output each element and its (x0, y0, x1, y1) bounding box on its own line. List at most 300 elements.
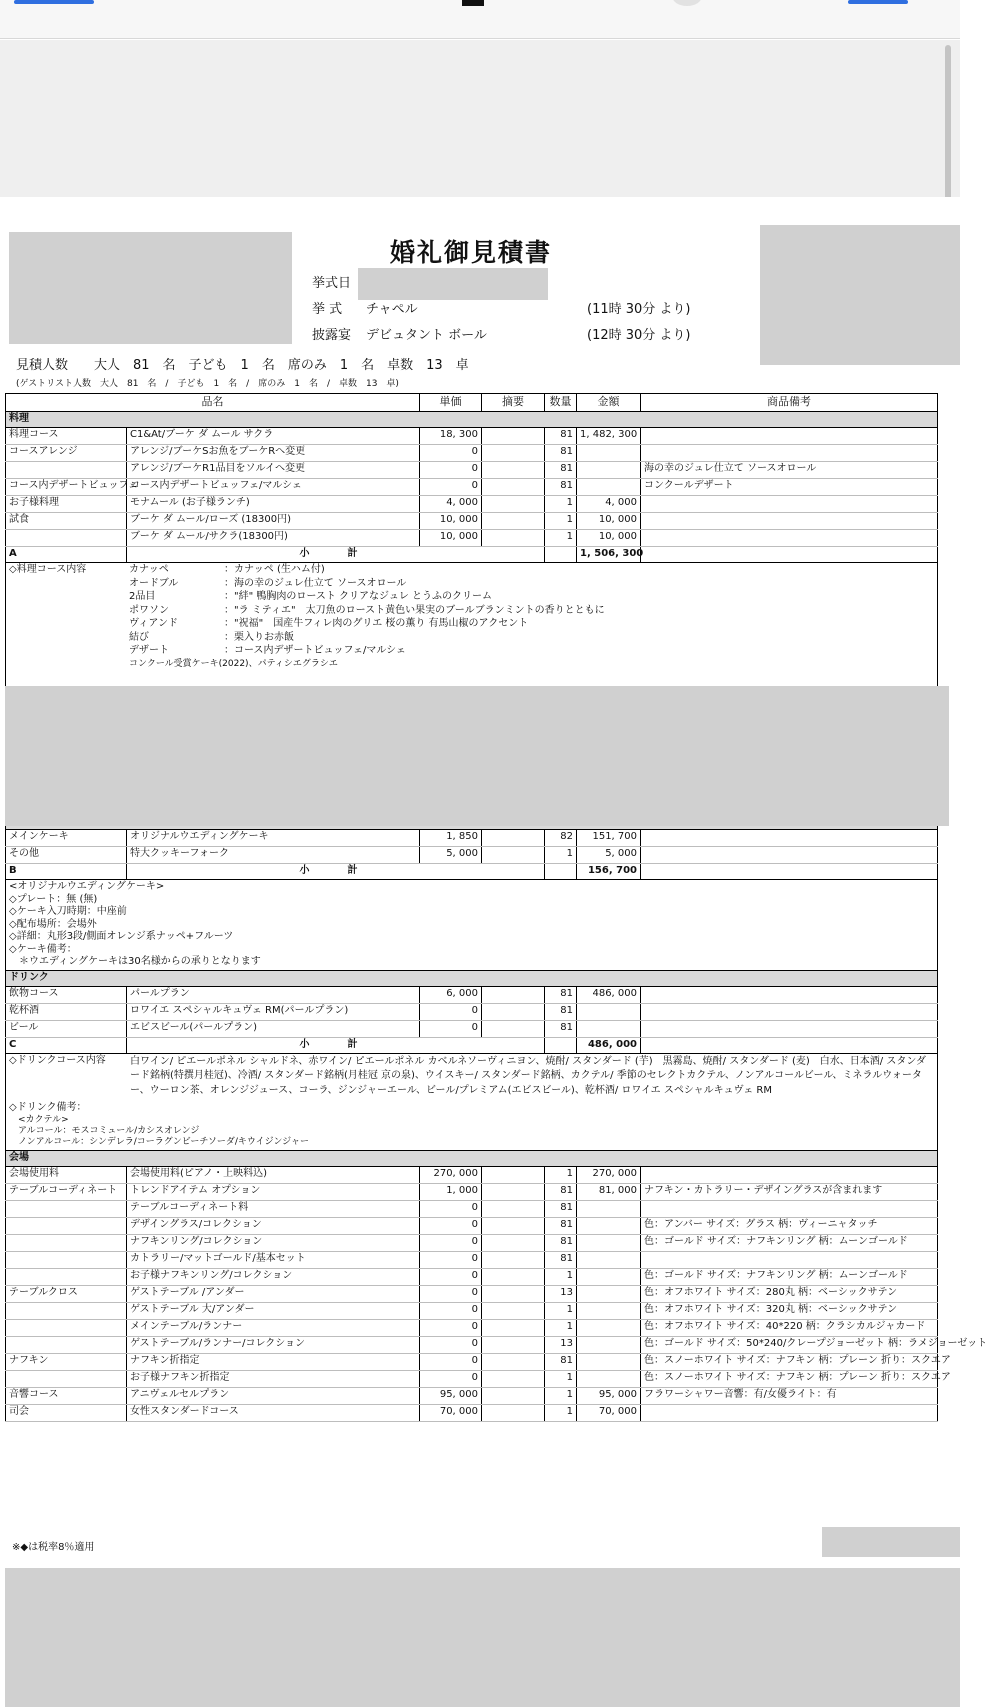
row-note (641, 1003, 938, 1020)
viewer-gray-area (0, 40, 960, 197)
drink-contents-label: ◇ドリンクコース内容 (9, 1054, 106, 1066)
row-category (6, 1251, 127, 1268)
row-unit-price: 0 (420, 445, 482, 462)
ceremony-label: 挙 式 (312, 302, 343, 317)
subtotal-amount: 486, 000 (577, 1037, 641, 1053)
row-item: トレンドアイテム オプション (127, 1183, 420, 1200)
row-quantity: 81 (545, 986, 577, 1003)
section-title: 会場 (6, 1150, 938, 1166)
course-item-desc: ："絆" 鴨胸肉のロースト クリアなジュレ とうふのクリーム (224, 591, 493, 602)
row-category: コース内デザートビュッフェ (6, 479, 127, 496)
row-amount: 95, 000 (577, 1387, 641, 1404)
row-unit-price: 0 (420, 1353, 482, 1370)
table-row (6, 1003, 938, 1020)
row-unit-price: 10, 000 (420, 513, 482, 530)
guestlist-line: (ゲストリスト人数 大人 81 名 / 子ども 1 名 / 席のみ 1 名 / 卓数 13 卓) (16, 379, 399, 389)
table-row (6, 530, 938, 547)
row-item: C1&At/ブーケ ダ ムール サクラ (127, 428, 420, 445)
row-quantity: 1 (545, 1370, 577, 1387)
row-category (6, 1336, 127, 1353)
row-amount (577, 1020, 641, 1037)
row-quantity: 81 (545, 1003, 577, 1020)
row-category (6, 1319, 127, 1336)
row-summary (482, 513, 545, 530)
row-note (641, 1251, 938, 1268)
row-category (6, 1217, 127, 1234)
row-summary (482, 847, 545, 864)
row-summary (482, 445, 545, 462)
row-item: カトラリー/マットゴールド/基本セット (127, 1251, 420, 1268)
row-summary (482, 1166, 545, 1183)
course-contents-label: ◇料理コース内容 (9, 564, 87, 575)
course-contents (9, 564, 934, 670)
row-summary (482, 1353, 545, 1370)
row-amount (577, 1003, 641, 1020)
drink-memo-line: ノンアルコール：シンデレラ/コーラグンビーチソーダ/キウイジンジャー (9, 1137, 309, 1148)
ceremony-time: (11時 30分 より) (587, 302, 691, 317)
row-summary (482, 462, 545, 479)
back-button[interactable] (14, 0, 94, 4)
row-note: コンクールデザート (641, 479, 938, 496)
row-unit-price: 10, 000 (420, 530, 482, 547)
redacted-area (5, 686, 949, 826)
table-row (6, 1234, 938, 1251)
row-unit-price: 1, 850 (420, 830, 482, 847)
reception-time: (12時 30分 より) (587, 328, 691, 343)
row-quantity: 1 (545, 1404, 577, 1421)
section-header (6, 1150, 938, 1166)
row-quantity: 13 (545, 1336, 577, 1353)
col-note: 商品備考 (641, 394, 938, 412)
table-row (6, 1217, 938, 1234)
table-row (6, 513, 938, 530)
row-category: ビール (6, 1020, 127, 1037)
row-amount (577, 1353, 641, 1370)
drink-contents (9, 1055, 934, 1099)
row-item: ナフキンリング/コレクション (127, 1234, 420, 1251)
row-category: テーブルクロス (6, 1285, 127, 1302)
subtotal-code: C (6, 1037, 127, 1053)
table-row (6, 1183, 938, 1200)
row-note: 色：オフホワイト サイズ：320丸 柄：ベーシックサテン (641, 1302, 938, 1319)
row-amount (577, 1217, 641, 1234)
row-item: コース内デザートビュッフェ/マルシェ (127, 479, 420, 496)
course-item-name: 結び (129, 631, 149, 643)
drink-contents-row (6, 1053, 938, 1150)
course-item-name: 2品目 (129, 591, 156, 602)
row-amount: 81, 000 (577, 1183, 641, 1200)
row-category (6, 1302, 127, 1319)
row-quantity: 1 (545, 1319, 577, 1336)
row-category: その他 (6, 847, 127, 864)
row-summary (482, 1387, 545, 1404)
row-item: 女性スタンダードコース (127, 1404, 420, 1421)
row-item: テーブルコーディネート料 (127, 1200, 420, 1217)
row-note (641, 847, 938, 864)
row-unit-price: 70, 000 (420, 1404, 482, 1421)
table-row (6, 445, 938, 462)
cake-note: <オリジナルウエディングケーキ> (9, 881, 165, 893)
row-amount (577, 1370, 641, 1387)
section-title: 料理 (6, 412, 938, 428)
row-note (641, 445, 938, 462)
cake-notes-row (6, 880, 938, 971)
row-amount: 270, 000 (577, 1166, 641, 1183)
row-unit-price: 6, 000 (420, 986, 482, 1003)
row-note: 色：アンバー サイズ：グラス 柄：ヴィーニャタッチ (641, 1217, 938, 1234)
cake-note: ◇プレート：無 (無) (9, 893, 98, 905)
row-note: ナフキン・カトラリー・デザイングラスが含まれます (641, 1183, 938, 1200)
row-summary (482, 1020, 545, 1037)
subtotal-qty (545, 864, 577, 880)
cake-note: ◇詳細：丸形3段/側面オレンジ系ナッペ+フルーツ (9, 931, 234, 943)
course-item-name: カナッペ (129, 564, 169, 575)
row-item: デザイングラス/コレクション (127, 1217, 420, 1234)
row-category: ナフキン (6, 1353, 127, 1370)
row-note: 色：スノーホワイト サイズ：ナフキン 柄：プレーン 折り：スクエア (641, 1370, 938, 1387)
row-unit-price: 0 (420, 1336, 482, 1353)
row-unit-price: 0 (420, 1285, 482, 1302)
course-item-name: オードブル (129, 577, 179, 589)
cake-note: ◇配布場所：会場外 (9, 918, 97, 930)
row-amount (577, 1285, 641, 1302)
row-quantity: 1 (545, 513, 577, 530)
row-summary (482, 1268, 545, 1285)
row-quantity: 81 (545, 1183, 577, 1200)
ceremony-date-label: 挙式日 (312, 276, 352, 291)
redacted-area (822, 1527, 960, 1557)
course-item-desc: ："ラ ミティエ" 太刀魚のロースト黄色い果実のブールブランミントの香りとともに (224, 604, 605, 616)
cake-note: ＊ウエディングケーキは30名様からの承りとなります (9, 956, 261, 968)
row-amount (577, 462, 641, 479)
table-row (6, 496, 938, 513)
row-note (641, 986, 938, 1003)
row-item: ロワイエ スペシャルキュヴェ RM(パールプラン) (127, 1003, 420, 1020)
drink-memo-line: <カクテル> (9, 1114, 69, 1125)
subtotal-label: 小 計 (127, 547, 545, 563)
row-note (641, 530, 938, 547)
row-quantity: 81 (545, 1217, 577, 1234)
row-quantity: 81 (545, 1251, 577, 1268)
course-extra: コンクール受賞ケーキ(2022)、パティシエグラシエ (129, 658, 338, 669)
row-note (641, 1020, 938, 1037)
row-amount: 10, 000 (577, 513, 641, 530)
row-unit-price: 0 (420, 1251, 482, 1268)
row-category: 料理コース (6, 428, 127, 445)
row-unit-price: 0 (420, 1020, 482, 1037)
cake-note: ◇ケーキ入刀時期：中座前 (9, 906, 127, 918)
row-amount (577, 1234, 641, 1251)
row-item: アレンジ/ブーケSお魚をブーケRへ変更 (127, 445, 420, 462)
table-row (6, 1302, 938, 1319)
row-amount (577, 1251, 641, 1268)
row-category: 音響コース (6, 1387, 127, 1404)
table-row (6, 1020, 938, 1037)
estimate-table (5, 393, 987, 1422)
row-amount: 151, 700 (577, 830, 641, 847)
row-note (641, 830, 938, 847)
browser-top-bar (0, 0, 960, 39)
row-quantity: 82 (545, 830, 577, 847)
row-amount (577, 479, 641, 496)
table-row (6, 1200, 938, 1217)
table-row (6, 479, 938, 496)
table-row (6, 986, 938, 1003)
course-item-name: ヴィアンド (129, 618, 178, 629)
table-row (6, 1336, 938, 1353)
row-quantity: 81 (545, 1020, 577, 1037)
row-unit-price: 270, 000 (420, 1166, 482, 1183)
headcount-line: 見積人数 大人 81 名 子ども 1 名 席のみ 1 名 卓数 13 卓 (16, 358, 469, 373)
row-summary (482, 496, 545, 513)
course-item-desc: ：栗入りお赤飯 (224, 631, 294, 643)
row-note: フラワーシャワー音響：有/女優ライト：有 (641, 1387, 938, 1404)
row-item: お子様ナフキン折指定 (127, 1370, 420, 1387)
row-summary (482, 479, 545, 496)
row-amount (577, 445, 641, 462)
row-summary (482, 830, 545, 847)
row-category: メインケーキ (6, 830, 127, 847)
drink-contents-text: 白ワイン/ ピエールポネル シャルドネ、赤ワイン/ ピエールポネル カベルネソーヴィニヨン、焼酎/ スタンダード (芋) 黒霧島、焼酎/ スタンダード (麦) 白水、日本酒/ スタンダード銘柄(特撰月桂冠)、冷酒/ スタンダード銘柄(月桂冠 京の泉)、ウイスキー/ スタンダード銘柄、カクテル/ 季節のセレクトカクテル、ノンアルコールビール、ミネラルウォーター、ウーロン茶、オレンジジュース、コーラ、ジンジャーエール、ビール/プレミアム(エビスビール)、乾杯酒/ ロワイエ スペシャルキュヴェ RM (130, 1055, 926, 1096)
course-item-desc: ："祝福" 国産牛フィレ肉のグリエ 桜の薫り 有馬山椒のアクセント (224, 618, 529, 629)
table-row (6, 1319, 938, 1336)
row-category (6, 530, 127, 547)
row-note: 色：ゴールド サイズ：ナフキンリング 柄：ムーンゴールド (641, 1268, 938, 1285)
document-title: 婚礼御見積書 (390, 238, 553, 267)
row-quantity: 1 (545, 847, 577, 864)
row-category: コースアレンジ (6, 445, 127, 462)
course-item-name: デザート (129, 645, 169, 656)
row-quantity: 1 (545, 530, 577, 547)
subtotal-code: A (6, 547, 127, 563)
ceremony-value: チャペル (366, 302, 418, 317)
table-row (6, 1353, 938, 1370)
row-category: 会場使用料 (6, 1166, 127, 1183)
row-summary (482, 1302, 545, 1319)
row-unit-price: 18, 300 (420, 428, 482, 445)
row-category (6, 1234, 127, 1251)
row-summary (482, 1200, 545, 1217)
table-row (6, 1251, 938, 1268)
subtotal-row (6, 1037, 938, 1053)
row-category (6, 1200, 127, 1217)
row-summary (482, 1183, 545, 1200)
row-summary (482, 1251, 545, 1268)
col-amount: 金額 (577, 394, 641, 412)
subtotal-amount: 1, 506, 300 (577, 547, 641, 563)
row-item: ゲストテーブル /アンダー (127, 1285, 420, 1302)
row-item: オリジナルウエディングケーキ (127, 830, 420, 847)
subtotal-label: 小 計 (127, 864, 545, 880)
row-item: メインテーブル/ランナー (127, 1319, 420, 1336)
row-unit-price: 0 (420, 1302, 482, 1319)
table-row (6, 1370, 938, 1387)
subtotal-qty (545, 547, 577, 563)
account-avatar[interactable] (672, 0, 702, 6)
row-note (641, 1200, 938, 1217)
row-note: 海の幸のジュレ仕立て ソースオロール (641, 462, 938, 479)
row-quantity: 13 (545, 1285, 577, 1302)
row-summary (482, 1370, 545, 1387)
row-quantity: 81 (545, 462, 577, 479)
row-category: お子様料理 (6, 496, 127, 513)
subtotal-note (641, 547, 938, 563)
row-summary (482, 986, 545, 1003)
table-row (6, 1166, 938, 1183)
table-row (6, 428, 938, 445)
table-row (6, 1285, 938, 1302)
row-amount (577, 1200, 641, 1217)
row-category: テーブルコーディネート (6, 1183, 127, 1200)
row-note: 色：ゴールド サイズ：ナフキンリング 柄：ムーンゴールド (641, 1234, 938, 1251)
col-price: 単価 (420, 394, 482, 412)
cake-note: ◇ケーキ備考： (9, 943, 77, 955)
row-quantity: 81 (545, 1200, 577, 1217)
col-qty: 数量 (545, 394, 577, 412)
row-item: ブーケ ダ ムール/ローズ (18300円) (127, 513, 420, 530)
row-summary (482, 1003, 545, 1020)
row-note (641, 496, 938, 513)
row-unit-price: 0 (420, 1200, 482, 1217)
row-quantity: 81 (545, 445, 577, 462)
row-category: 飲物コース (6, 986, 127, 1003)
row-unit-price: 0 (420, 1234, 482, 1251)
row-note (641, 1166, 938, 1183)
row-quantity: 1 (545, 496, 577, 513)
row-unit-price: 0 (420, 1319, 482, 1336)
course-item-desc: ：コース内デザートビュッフェ/マルシェ (224, 645, 406, 656)
section-header (6, 412, 938, 428)
row-quantity: 81 (545, 1234, 577, 1251)
row-unit-price: 0 (420, 462, 482, 479)
row-amount (577, 1268, 641, 1285)
subtotal-amount: 156, 700 (577, 864, 641, 880)
row-summary (482, 1217, 545, 1234)
row-unit-price: 0 (420, 479, 482, 496)
row-amount: 486, 000 (577, 986, 641, 1003)
redacted-date (358, 268, 548, 300)
row-note (641, 513, 938, 530)
row-item: 会場使用料(ピアノ・上映料込) (127, 1166, 420, 1183)
row-item: ゲストテーブル/ランナー/コレクション (127, 1336, 420, 1353)
row-category: 司会 (6, 1404, 127, 1421)
row-amount (577, 1302, 641, 1319)
col-item: 品名 (6, 394, 420, 412)
row-quantity: 81 (545, 428, 577, 445)
row-item: お子様ナフキンリング/コレクション (127, 1268, 420, 1285)
row-note: 色：オフホワイト サイズ：280丸 柄：ベーシックサテン (641, 1285, 938, 1302)
row-item: 特大クッキーフォーク (127, 847, 420, 864)
subtotal-note (641, 864, 938, 880)
row-category (6, 462, 127, 479)
row-summary (482, 1319, 545, 1336)
row-unit-price: 0 (420, 1217, 482, 1234)
subtotal-code: B (6, 864, 127, 880)
row-item: エビスビール(パールプラン) (127, 1020, 420, 1037)
drink-contents-row-cell (6, 1053, 938, 1150)
row-item: ブーケ ダ ムール/サクラ(18300円) (127, 530, 420, 547)
row-summary (482, 1336, 545, 1353)
cake-notes-row-cell (6, 880, 938, 971)
course-item-desc: ：カナッペ (生ハム付) (224, 564, 325, 575)
row-unit-price: 0 (420, 1268, 482, 1285)
row-summary (482, 1404, 545, 1421)
subtotal-row (6, 864, 938, 880)
row-item: ナフキン折指定 (127, 1353, 420, 1370)
row-category (6, 1370, 127, 1387)
row-quantity: 1 (545, 1302, 577, 1319)
row-item: パールプラン (127, 986, 420, 1003)
row-amount: 70, 000 (577, 1404, 641, 1421)
tax-footnote: ※◆は税率8％適用 (12, 1542, 95, 1553)
reception-value: デビュタント ボール (366, 328, 487, 343)
row-category (6, 1268, 127, 1285)
row-note (641, 428, 938, 445)
row-category: 試食 (6, 513, 127, 530)
row-category: 乾杯酒 (6, 1003, 127, 1020)
table-row (6, 847, 938, 864)
row-note: 色：スノーホワイト サイズ：ナフキン 柄：プレーン 折り：スクエア (641, 1353, 938, 1370)
row-unit-price: 95, 000 (420, 1387, 482, 1404)
table-row (6, 1268, 938, 1285)
course-item-name: ポワソン (129, 604, 169, 616)
row-quantity: 1 (545, 1387, 577, 1404)
row-note: 色：ゴールド サイズ：50*240/クレープジョーゼット 柄：ラメジョーゼット (641, 1336, 938, 1353)
row-quantity: 1 (545, 1166, 577, 1183)
share-icon[interactable] (462, 0, 484, 6)
row-quantity: 1 (545, 1268, 577, 1285)
course-item-desc: ：海の幸のジュレ仕立て ソースオロール (224, 577, 407, 589)
section-header (6, 970, 938, 986)
row-note (641, 1404, 938, 1421)
row-amount (577, 1319, 641, 1336)
table-header (6, 394, 938, 412)
row-item: アレンジ/ブーケR1品目をソルイへ変更 (127, 462, 420, 479)
row-unit-price: 0 (420, 1003, 482, 1020)
row-amount: 1, 482, 300 (577, 428, 641, 445)
row-unit-price: 4, 000 (420, 496, 482, 513)
row-quantity: 81 (545, 479, 577, 496)
table-row (6, 1387, 938, 1404)
row-unit-price: 1, 000 (420, 1183, 482, 1200)
redacted-area (9, 232, 292, 344)
row-summary (482, 1285, 545, 1302)
reception-label: 披露宴 (312, 328, 352, 343)
row-unit-price: 5, 000 (420, 847, 482, 864)
row-item: ゲストテーブル 大/アンダー (127, 1302, 420, 1319)
table-row (6, 462, 938, 479)
row-amount: 4, 000 (577, 496, 641, 513)
row-note: 色：オフホワイト サイズ：40*220 柄：クラシカルジャカード (641, 1319, 938, 1336)
drink-memo-line: アルコール：モスコミュール/カシスオレンジ (9, 1126, 200, 1136)
table-row (6, 1404, 938, 1421)
section-title: ドリンク (6, 970, 938, 986)
done-button[interactable] (848, 0, 908, 4)
subtotal-label: 小 計 (127, 1037, 545, 1053)
row-unit-price: 0 (420, 1370, 482, 1387)
row-summary (482, 1234, 545, 1251)
subtotal-qty (545, 1037, 577, 1053)
redacted-area (760, 225, 960, 365)
row-summary (482, 530, 545, 547)
row-quantity: 81 (545, 1353, 577, 1370)
subtotal-note (641, 1037, 938, 1053)
row-item: アニヴェルセルプラン (127, 1387, 420, 1404)
subtotal-row (6, 547, 938, 563)
redacted-area (5, 1568, 960, 1707)
drink-memo-label: ◇ドリンク備考： (9, 1102, 87, 1114)
table-row (6, 830, 938, 847)
